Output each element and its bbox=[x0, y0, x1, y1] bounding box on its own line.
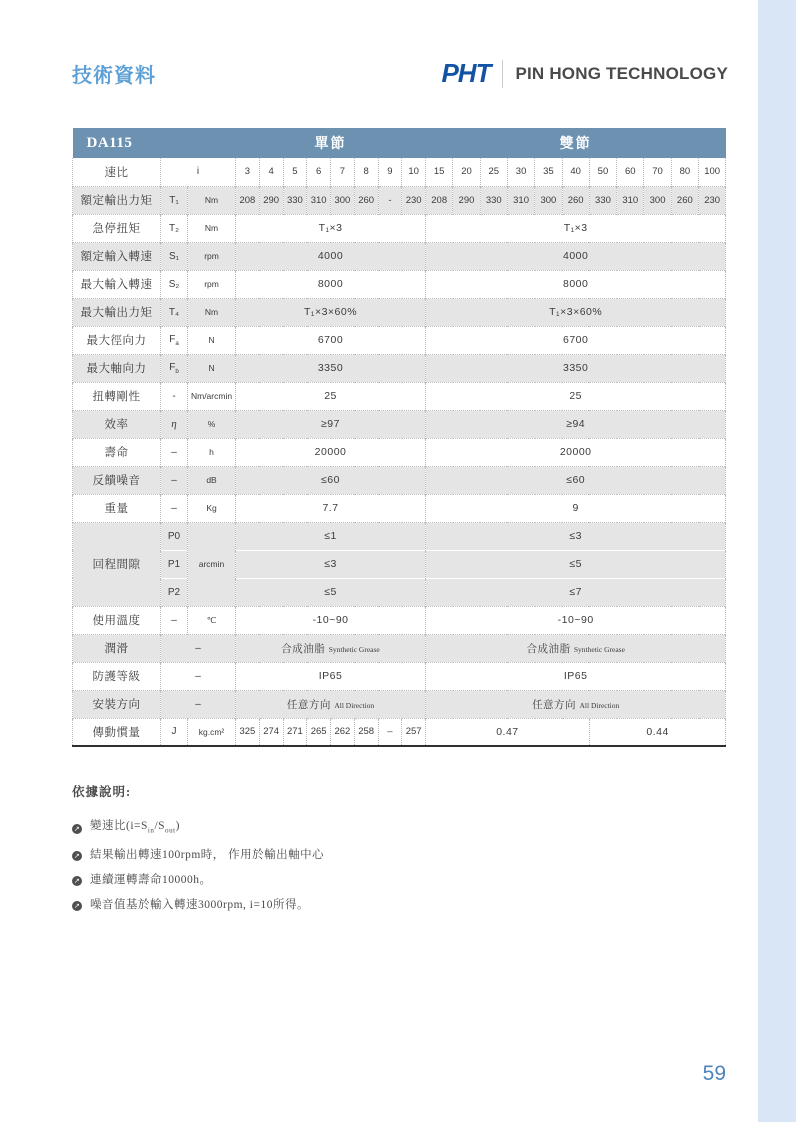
row-unit: Nm bbox=[188, 214, 236, 242]
row-label: 重量 bbox=[73, 494, 161, 522]
row-symbol: S₁ bbox=[161, 242, 188, 270]
company-name: PIN HONG TECHNOLOGY bbox=[515, 63, 728, 83]
row-unit: Nm bbox=[188, 186, 236, 214]
spec-value-cell: 330 bbox=[480, 186, 507, 214]
spec-value-cell: – bbox=[378, 718, 402, 746]
spec-value-cell: 4000 bbox=[426, 242, 726, 270]
pht-logo: PHT bbox=[441, 58, 491, 88]
row-unit: h bbox=[188, 438, 236, 466]
row-label: 最大徑向力 bbox=[73, 326, 161, 354]
spec-value-cell: 50 bbox=[589, 158, 616, 186]
note-text: 連續運轉壽命10000h。 bbox=[90, 874, 212, 887]
logo-divider bbox=[502, 60, 503, 88]
row-symbol: – bbox=[161, 438, 188, 466]
spec-row bbox=[73, 242, 726, 270]
notes-section bbox=[72, 782, 672, 918]
spec-value-cell: 3350 bbox=[236, 354, 426, 382]
spec-value-cell: ≥97 bbox=[236, 410, 426, 438]
arrow-circle-bullet-icon: ↗ bbox=[73, 901, 81, 910]
spec-value-cell: 5 bbox=[283, 158, 307, 186]
spec-value-cell: 0.47 bbox=[426, 718, 590, 746]
spec-value-cell: T₁×3×60% bbox=[426, 298, 726, 326]
spec-value-cell: 4000 bbox=[236, 242, 426, 270]
row-unit: N bbox=[188, 354, 236, 382]
spec-value-cell: 290 bbox=[453, 186, 480, 214]
row-label: 潤滑 bbox=[73, 634, 161, 662]
spec-row bbox=[73, 410, 726, 438]
spec-value-cell: 30 bbox=[507, 158, 534, 186]
spec-value-cell: T₁×3×60% bbox=[236, 298, 426, 326]
row-symbol: – bbox=[161, 690, 236, 718]
spec-value-cell: 265 bbox=[307, 718, 331, 746]
row-label: 最大輸入轉速 bbox=[73, 270, 161, 298]
spec-value-cell: 0.44 bbox=[589, 718, 726, 746]
spec-row bbox=[73, 438, 726, 466]
row-label: 扭轉剛性 bbox=[73, 382, 161, 410]
spec-value-cell: ≤7 bbox=[426, 578, 726, 606]
spec-value-cell: 6700 bbox=[426, 326, 726, 354]
spec-value-cell: ≤3 bbox=[426, 522, 726, 550]
row-symbol: $F_b$ bbox=[161, 354, 188, 382]
row-label: 回程間隙 bbox=[73, 522, 161, 606]
spec-value-cell: 310 bbox=[617, 186, 644, 214]
spec-row bbox=[73, 158, 726, 186]
spec-value-cell: 任意方向 All Direction bbox=[426, 690, 726, 718]
row-unit: kg.cm² bbox=[188, 718, 236, 746]
spec-row bbox=[73, 382, 726, 410]
spec-row bbox=[73, 298, 726, 326]
spec-value-cell: 任意方向 All Direction bbox=[236, 690, 426, 718]
spec-value-cell: 230 bbox=[699, 186, 726, 214]
row-unit: % bbox=[188, 410, 236, 438]
row-symbol: η bbox=[161, 410, 188, 438]
row-symbol: T₁ bbox=[161, 186, 188, 214]
spec-value-cell: 258 bbox=[354, 718, 378, 746]
spec-value-cell: 208 bbox=[236, 186, 260, 214]
spec-row bbox=[73, 214, 726, 242]
row-symbol: P2 bbox=[161, 578, 188, 606]
spec-value-cell: 100 bbox=[699, 158, 726, 186]
note-text: 變速比$(i=S_{in}/S_{out})$ bbox=[90, 820, 180, 835]
row-label: 效率 bbox=[73, 410, 161, 438]
spec-value-cell: 310 bbox=[507, 186, 534, 214]
spec-value-cell: 60 bbox=[617, 158, 644, 186]
spec-value-cell: 300 bbox=[535, 186, 562, 214]
spec-value-cell: 300 bbox=[644, 186, 671, 214]
spec-value-cell: 3 bbox=[236, 158, 260, 186]
spec-row bbox=[73, 634, 726, 662]
notes-heading: 依據說明: bbox=[72, 785, 132, 799]
note-text: 結果輸出轉速100rpm時， 作用於輸出軸中心 bbox=[90, 849, 325, 862]
row-symbol: S₂ bbox=[161, 270, 188, 298]
spec-value-cell: 274 bbox=[259, 718, 283, 746]
spec-value-cell: 330 bbox=[283, 186, 307, 214]
spec-value-cell: 8000 bbox=[236, 270, 426, 298]
spec-value-cell: 20000 bbox=[426, 438, 726, 466]
spec-row bbox=[73, 326, 726, 354]
spec-value-cell: 4 bbox=[259, 158, 283, 186]
spec-value-cell: 290 bbox=[259, 186, 283, 214]
spec-value-cell: 310 bbox=[307, 186, 331, 214]
spec-row bbox=[73, 690, 726, 718]
spec-value-cell: ≤5 bbox=[236, 578, 426, 606]
spec-row bbox=[73, 354, 726, 382]
spec-value-cell: 合成油脂 Synthetic Grease bbox=[236, 634, 426, 662]
brand-block bbox=[441, 58, 728, 89]
spec-row bbox=[73, 466, 726, 494]
spec-value-cell: 25 bbox=[236, 382, 426, 410]
note-item bbox=[72, 893, 672, 918]
spec-row bbox=[73, 186, 726, 214]
table-header-row bbox=[73, 128, 726, 158]
notes-list bbox=[72, 814, 672, 918]
page-title: 技術資料 bbox=[72, 65, 156, 87]
row-unit: dB bbox=[188, 466, 236, 494]
spec-value-cell: 9 bbox=[426, 494, 726, 522]
note-item bbox=[72, 843, 672, 868]
row-unit: Nm/arcmin bbox=[188, 382, 236, 410]
spec-value-cell: 25 bbox=[480, 158, 507, 186]
spec-value-cell: ≥94 bbox=[426, 410, 726, 438]
row-label: 安裝方向 bbox=[73, 690, 161, 718]
row-label: 防護等級 bbox=[73, 662, 161, 690]
row-symbol: – bbox=[161, 662, 236, 690]
spec-value-cell: 7.7 bbox=[236, 494, 426, 522]
spec-value-cell: 8000 bbox=[426, 270, 726, 298]
arrow-circle-bullet-icon: ↗ bbox=[73, 851, 81, 860]
spec-value-cell: 260 bbox=[562, 186, 589, 214]
spec-value-cell: 25 bbox=[426, 382, 726, 410]
right-accent-band bbox=[758, 0, 796, 1122]
spec-value-cell: ≤5 bbox=[426, 550, 726, 578]
spec-value-cell: 合成油脂 Synthetic Grease bbox=[426, 634, 726, 662]
spec-row bbox=[73, 550, 726, 578]
row-symbol: – bbox=[161, 606, 188, 634]
spec-row bbox=[73, 606, 726, 634]
spec-value-cell: 325 bbox=[236, 718, 260, 746]
spec-value-cell: ≤1 bbox=[236, 522, 426, 550]
arrow-circle-bullet-icon: ↗ bbox=[73, 876, 81, 885]
spec-value-cell: 6 bbox=[307, 158, 331, 186]
row-symbol: i bbox=[161, 158, 236, 186]
spec-value-cell: 10 bbox=[402, 158, 426, 186]
spec-value-cell: IP65 bbox=[236, 662, 426, 690]
spec-value-cell: 35 bbox=[535, 158, 562, 186]
spec-value-cell: 208 bbox=[426, 186, 453, 214]
row-symbol: $F_a$ bbox=[161, 326, 188, 354]
spec-table-container bbox=[72, 128, 728, 747]
spec-value-cell: 20 bbox=[453, 158, 480, 186]
row-label: 反饋噪音 bbox=[73, 466, 161, 494]
row-label: 壽命 bbox=[73, 438, 161, 466]
spec-value-cell: ≤60 bbox=[426, 466, 726, 494]
row-unit: Kg bbox=[188, 494, 236, 522]
row-label: 額定輸出力矩 bbox=[73, 186, 161, 214]
row-label: 速比 bbox=[73, 158, 161, 186]
row-symbol: P1 bbox=[161, 550, 188, 578]
spec-row bbox=[73, 718, 726, 746]
spec-value-cell: 9 bbox=[378, 158, 402, 186]
row-unit: arcmin bbox=[188, 522, 236, 606]
row-label: 最大輸出力矩 bbox=[73, 298, 161, 326]
spec-value-cell: IP65 bbox=[426, 662, 726, 690]
row-symbol: – bbox=[161, 466, 188, 494]
note-item bbox=[72, 868, 672, 893]
row-symbol: T₄ bbox=[161, 298, 188, 326]
double-stage-header: 雙節 bbox=[426, 128, 726, 158]
spec-value-cell: 8 bbox=[354, 158, 378, 186]
row-label: 急停扭矩 bbox=[73, 214, 161, 242]
spec-value-cell: T₁×3 bbox=[426, 214, 726, 242]
row-unit: ℃ bbox=[188, 606, 236, 634]
spec-value-cell: - bbox=[378, 186, 402, 214]
spec-value-cell: 260 bbox=[354, 186, 378, 214]
note-text: 噪音值基於輸入轉速3000rpm, i=10所得。 bbox=[90, 899, 309, 912]
spec-value-cell: 3350 bbox=[426, 354, 726, 382]
spec-value-cell: 330 bbox=[589, 186, 616, 214]
spec-value-cell: 260 bbox=[671, 186, 698, 214]
spec-value-cell: 20000 bbox=[236, 438, 426, 466]
spec-value-cell: -10~90 bbox=[426, 606, 726, 634]
spec-value-cell: 70 bbox=[644, 158, 671, 186]
spec-value-cell: 15 bbox=[426, 158, 453, 186]
row-symbol: - bbox=[161, 382, 188, 410]
row-label: 最大軸向力 bbox=[73, 354, 161, 382]
spec-row bbox=[73, 270, 726, 298]
spec-value-cell: 300 bbox=[331, 186, 355, 214]
row-label: 額定輸入轉速 bbox=[73, 242, 161, 270]
spec-row bbox=[73, 578, 726, 606]
model-name: DA115 bbox=[73, 128, 236, 158]
row-unit: rpm bbox=[188, 242, 236, 270]
spec-table bbox=[72, 128, 726, 747]
arrow-circle-bullet-icon: ↗ bbox=[73, 824, 81, 833]
spec-value-cell: 7 bbox=[331, 158, 355, 186]
spec-value-cell: 6700 bbox=[236, 326, 426, 354]
spec-value-cell: 271 bbox=[283, 718, 307, 746]
spec-row bbox=[73, 522, 726, 550]
spec-value-cell: 257 bbox=[402, 718, 426, 746]
spec-value-cell: -10~90 bbox=[236, 606, 426, 634]
spec-value-cell: 230 bbox=[402, 186, 426, 214]
row-symbol: J bbox=[161, 718, 188, 746]
page-header bbox=[72, 58, 728, 89]
row-symbol: – bbox=[161, 634, 236, 662]
spec-value-cell: 262 bbox=[331, 718, 355, 746]
spec-row bbox=[73, 662, 726, 690]
page-number: 59 bbox=[702, 1062, 726, 1085]
row-label: 傳動慣量 bbox=[73, 718, 161, 746]
row-symbol: – bbox=[161, 494, 188, 522]
spec-value-cell: ≤60 bbox=[236, 466, 426, 494]
spec-row bbox=[73, 494, 726, 522]
note-item bbox=[72, 814, 672, 843]
spec-value-cell: 80 bbox=[671, 158, 698, 186]
row-unit: N bbox=[188, 326, 236, 354]
row-symbol: P0 bbox=[161, 522, 188, 550]
single-stage-header: 單節 bbox=[236, 128, 426, 158]
spec-value-cell: T₁×3 bbox=[236, 214, 426, 242]
row-symbol: T₂ bbox=[161, 214, 188, 242]
row-label: 使用溫度 bbox=[73, 606, 161, 634]
row-unit: rpm bbox=[188, 270, 236, 298]
spec-value-cell: ≤3 bbox=[236, 550, 426, 578]
row-unit: Nm bbox=[188, 298, 236, 326]
spec-table-body bbox=[73, 158, 726, 746]
spec-value-cell: 40 bbox=[562, 158, 589, 186]
